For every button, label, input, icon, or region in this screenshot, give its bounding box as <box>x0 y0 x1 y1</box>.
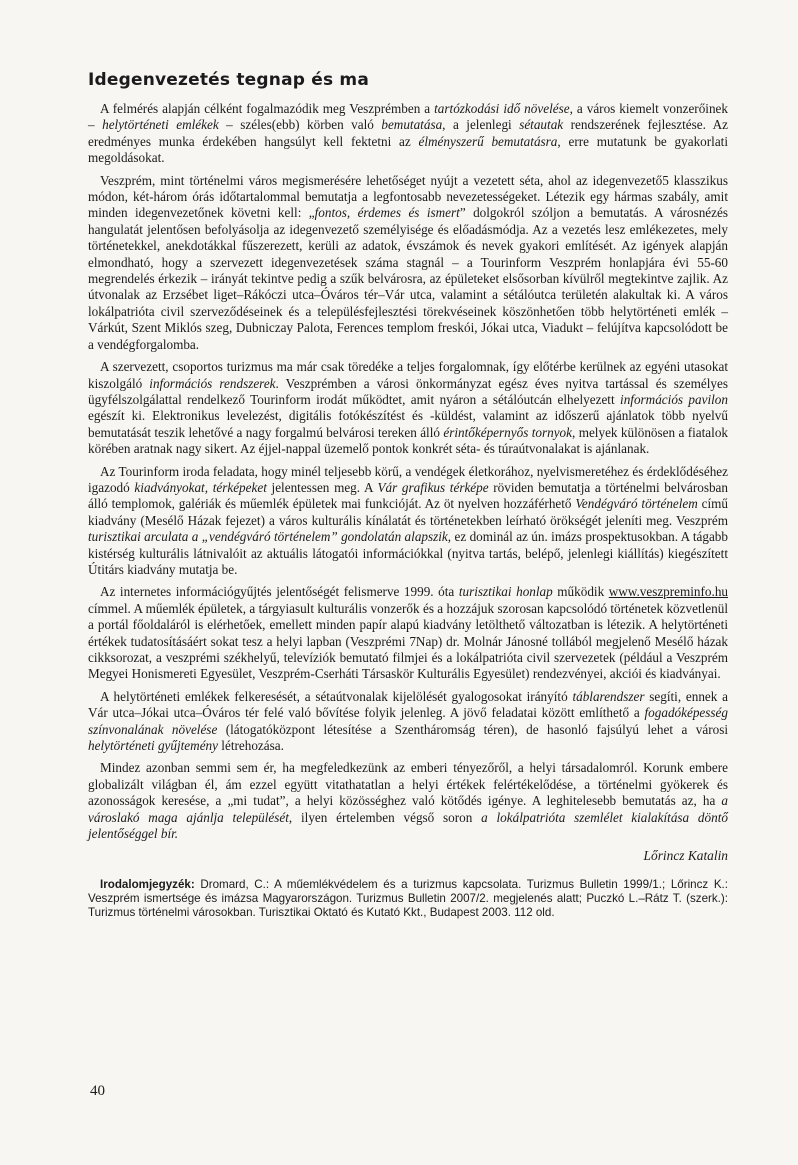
paragraph-text: Az Tourinform iroda feladata, hogy minél teljesebb körű, a vendégek életkorához, nyelvismeretéhez és érdeklődéséhez igazodó <box>88 463 728 495</box>
emphasis-text: a városlakó maga ajánlja települését <box>88 793 728 825</box>
paragraph-text: című kiadvány (Mesélő Házak fejezet) a város kulturális kínálatát és történetekben leírható örökségét jeleníti meg. Veszprém <box>88 496 728 528</box>
body-paragraph <box>88 101 728 167</box>
body-paragraph <box>88 760 728 842</box>
author-signature: Lőrincz Katalin <box>643 848 728 864</box>
website-link[interactable]: www.veszpreminfo.hu <box>608 584 729 600</box>
references <box>88 878 728 920</box>
emphasis-text: fogadóképesség színvonalának növelése <box>88 705 728 737</box>
references-text: Dromard, C.: A műemlékvédelem és a turizmus kapcsolata. Turizmus Bulletin 1999/1.; Lőrincz K.: Veszprém ismertsége és imázsa Magyarországon. Turizmus Bulletin 2007/2. megjelenés alatt; Puczkó L.–Rátz T. (szerk.): Turizmus történelmi városokban. Turisztikai Oktató és Kutató Kkt., Budapest 2003. 112 old. <box>88 878 728 920</box>
emphasis-text: turisztikai honlap <box>458 584 553 600</box>
emphasis-text: érintőképernyős tornyok <box>443 424 573 440</box>
article-title: Idegenvezetés tegnap és ma <box>88 70 369 90</box>
emphasis-text: a lokálpatrióta szemlélet kialakítása döntő jelentőséggel bír. <box>88 809 728 842</box>
paragraph-text: Az internetes információgyűjtés jelentőségét felismerve 1999. óta <box>100 584 459 600</box>
article-body <box>88 101 728 842</box>
emphasis-text: élményszerű bemutatásra <box>418 133 558 149</box>
page-number: 40 <box>90 1083 105 1099</box>
paragraph-text: – széles(ebb) körben való <box>218 117 382 133</box>
emphasis-text: sétautak <box>519 117 564 133</box>
paragraph-text: létrehozása. <box>218 738 284 754</box>
emphasis-text: Vár grafikus térképe <box>377 479 489 495</box>
paragraph-text: A szervezett, csoportos turizmus ma már csak töredéke a teljes forgalomnak, így előtérbe kerülnek az egyéni utasokat kiszolgáló <box>88 359 728 391</box>
paragraph-text: jelentessen meg. A <box>266 479 378 495</box>
paragraph-text: . Veszprémben a városi önkormányzat egész éves nyitva tartással és személyes ügyfélszolgálattal rendelkező Tourinform irodát működtet, amit nyáron a sétálóutcán elhelyezett <box>88 375 728 407</box>
paragraph-text: (látogatóközpont létesítése a Szentháromság téren), de hasonló fajsúlyú lehet a városi <box>217 721 728 737</box>
emphasis-text: Vendégváró történelem <box>575 496 698 512</box>
emphasis-text: információs rendszerek <box>149 375 276 391</box>
emphasis-text: helytörténeti emlékek <box>102 117 219 133</box>
body-paragraph <box>88 173 728 353</box>
emphasis-text: kiadványokat, térképeket <box>134 479 267 495</box>
emphasis-text: bemutatása <box>381 117 443 133</box>
paragraph-text: A felmérés alapján célként fogalmazódik meg Veszprémben a <box>100 101 435 116</box>
paragraph-text: működik <box>552 584 609 600</box>
emphasis-text: turisztikai arculata a „vendégváró történelem” gondolatán alapszik <box>88 529 448 545</box>
emphasis-text: információs pavilon <box>620 391 728 407</box>
body-paragraph <box>88 359 728 457</box>
paragraph-text: A helytörténeti emlékek felkeresését, a sétaútvonalak kijelölését gyalogosokat irányító <box>100 688 573 704</box>
paragraph-text: Mindez azonban semmi sem ér, ha megfeledkezünk az emberi tényezőről, a helyi társadalomról. Korunk embere globalizált világban él, ám ezzel együtt vitathatatlan a helyi értékek felértékelődése, a történelmi gyökerek és azonosságok keresése, a „mi tudat”, a helyi közösséghez való kötődés igénye. A leghitelesebb bemutatás az, ha <box>88 760 728 809</box>
references-label: Irodalomjegyzék: <box>100 878 195 892</box>
paragraph-text: , ez dominál az ún. imázs prospektusokban. A tágabb kistérség kulturális látnivalóit az aktuális látogatói információkkal (nyitva tartás, belépő, jelenlegi kiállítás) kiegészített Útitárs kiadvány mutatja be. <box>88 529 728 577</box>
paragraph-text: , melyek különösen a fiatalok körében aratnak nagy sikert. Az éjjel-nappal üzemelő pontok konkrét séta- és túraútvonalakat is ajánlanak. <box>88 424 729 457</box>
paragraph-text: címmel. A műemlék épületek, a tárgyiasult kulturális vonzerők és a hozzájuk szorosan kapcsolódó történetek közvetlenül a portál főoldaláról is elérhetőek, emellett minden papír alapú kiadvány letölthető változatban is létezik. A helytörténeti értékek tudatosításáért sokat tesz a helyi lapban (Veszprémi 7Nap) dr. Molnár Jánosné tollából megjelenő Mesélő házak cikksorozat, a veszprémi székhelyű, televíziók bemutató filmjei és a lokálpatrióta civil szervezetek (például a Veszprém Megyei Honismereti Egyesület, Veszprém-Cserháti Társaskör Kulturális Egyesület) rendezvényei, akciói és kiadványai. <box>88 600 728 682</box>
paragraph-text: rendszerének fejlesztése. Az eredményes munka érdekében hangsúlyt kell fektetni az <box>88 117 729 149</box>
emphasis-text: tartózkodási idő növelése <box>434 101 570 116</box>
paragraph-text: , a város kiemelt vonzerőinek – <box>88 101 728 133</box>
paragraph-text: , erre mutatunk be gyakorlati megoldásokat. <box>88 133 729 166</box>
paragraph-text: egészít ki. Elektronikus levelezést, digitális fotókészítést és -küldést, valamint az időszerű ajánlatok több nyelvű bemutatását teszik lehetővé a nagy forgalmú belvárosi tereken álló <box>88 408 728 440</box>
emphasis-text: fontos, érdemes és ismert <box>314 205 460 221</box>
body-paragraph <box>88 464 728 579</box>
emphasis-text: helytörténeti gyűjtemény <box>88 738 218 754</box>
paragraph-text: , ilyen értelemben végső soron <box>288 809 482 825</box>
paragraph-text: , a jelenlegi <box>442 117 520 133</box>
emphasis-text: táblarendszer <box>572 688 645 704</box>
body-paragraph <box>88 584 728 682</box>
paragraph-text: röviden bemutatja a történelmi belvárosban álló templomok, galériák és műemlék épületek mai funkcióját. Az öt nyelven hozzáférhető <box>88 479 729 512</box>
body-paragraph <box>88 689 728 755</box>
paragraph-text: ” dolgokról szóljon a bemutatás. A városnézés hangulatát jelentősen befolyásolja az idegenvezető személyisége és előadásmódja. Az a vezetés lesz emlékezetes, mely történetekkel, anekdotákkal fűszerezett, kerüli az adatok, évszámok és nevek gyakori említését. Az igények alapján elmondható, hogy a szervezett idegenvezetések száma stagnál – a Tourinform Veszprém honlapjára évi 55-60 megrendelés érkezik – irányát tekintve pedig a szűk belvárosra, az épületeket elsősorban kívülről megtekintve zajlik. Az útvonalak az Erzsébet liget–Rákóczi utca–Óváros tér–Vár utca, valamint a sétálóutca területén alakultak ki. A város lokálpatrióta civil szerveződéseinek és a településfejlesztési törekvéseinek köszönhetően több helytörténeti emlék – Várkút, Szent Miklós szeg, Dubniczay Palota, Ferences templom freskói, Jókai utca, Viadukt – felújítva kapcsolódott be a vendégforgalomba. <box>88 205 729 352</box>
article <box>88 70 728 920</box>
paragraph-text: Veszprém, mint történelmi város megismerésére lehetőséget nyújt a vezetett séta, ahol az idegenvezető5 klasszikus módon, két-három órás időtartalommal bemutatja a legfontosabb nevezetességeket. Létezik egy hármas szabály, amit minden idegenvezetőnek követni kell: „ <box>88 172 728 221</box>
paragraph-text: segíti, ennek a Vár utca–Jókai utca–Óváros tér felé való bővítése folyik jelenleg. A jövő feladatai között említhető a <box>88 688 728 721</box>
